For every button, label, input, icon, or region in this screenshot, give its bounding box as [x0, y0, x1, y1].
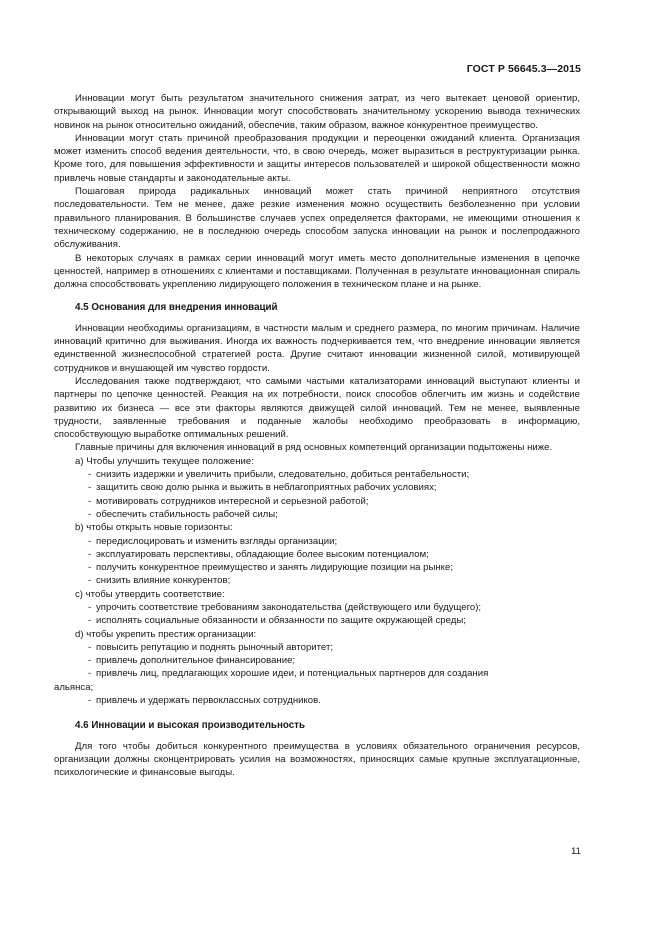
paragraph: Инновации необходимы организациям, в частности малым и среднего размера, по многим причинам. Наличие инноваций критично для выживания. Иногда их важность подчеркивается тем, что внедрение инновации является единственной жизнеспособной стратегией роста. Другие считают инновации жизненной силой, мотивирующей сотрудников и внушающей им чувство гордости.	[54, 322, 580, 374]
list-subitem: - получить конкурентное преимущество и занять лидирующие позиции на рынке;	[88, 561, 580, 574]
paragraph: Инновации могут стать причиной преобразования продукции и переоценки ожиданий клиента. Организация может изменить способ ведения деятельности, что, в свою очередь, может выразиться в реструктуризации рынка. Кроме того, для повышения эффективности и защиты интересов пользователей и широкой общественности можно привлечь новые стандарты и законодательные акты.	[54, 132, 580, 184]
paragraph: Для того чтобы добиться конкурентного преимущества в условиях обязательного ограничения ресурсов, организации должны сконцентрировать усилия на возможностях, приносящих самые крупные эксплуатационные, психологические и финансовые выгоды.	[54, 740, 580, 779]
list-subitem: - привлечь лиц, предлагающих хорошие идеи, и потенциальных партнеров для создания	[88, 667, 580, 680]
list-subitem: - защитить свою долю рынка и выжить в неблагоприятных рабочих условиях;	[88, 481, 580, 494]
list-item-d: d) чтобы укрепить престиж организации:	[75, 628, 257, 640]
paragraph: Главные причины для включения инноваций в ряд основных компетенций организации подытожены ниже.	[75, 442, 553, 454]
section-heading-4-6: 4.6 Инновации и высокая производительность	[75, 720, 305, 732]
list-subitem: - упрочить соответствие требованиям законодательства (действующего или будущего);	[88, 601, 580, 614]
list-subitem: - передислоцировать и изменить взгляды организации;	[88, 535, 580, 548]
list-item-c: c) чтобы утвердить соответствие:	[75, 588, 225, 600]
list-subitem: - привлечь и удержать первоклассных сотрудников.	[88, 694, 580, 707]
list-subitem-wrap-tail: альянса;	[54, 681, 94, 693]
section-heading-4-5: 4.5 Основания для внедрения инноваций	[75, 302, 278, 314]
list-item-a: а) Чтобы улучшить текущее положение:	[75, 455, 254, 467]
paragraph: Исследования также подтверждают, что самыми частыми катализаторами инноваций выступают клиенты и партнеры по цепочке ценностей. Реакция на их потребности, поиск способов облегчить им жизнь и содействие развитию их бизнеса — все эти факторы являются движущей силой инноваций. Тем не менее, выявленные трудности, заявленные требования и поданные жалобы необходимо преобразовать в информацию, способствующую выработке оптимальных решений.	[54, 375, 580, 441]
list-subitem: - обеспечить стабильность рабочей силы;	[88, 508, 580, 521]
list-subitem: - исполнять социальные обязанности и обязанности по защите окружающей среды;	[88, 614, 580, 627]
list-subitem: - снизить влияние конкурентов;	[88, 574, 580, 587]
list-subitem: - мотивировать сотрудников интересной и серьезной работой;	[88, 495, 580, 508]
paragraph: Инновации могут быть результатом значительного снижения затрат, из чего вытекает ценовой ориентир, открывающий выход на рынок. Инновации могут способствовать значительному ускорению вывода технических новинок на рынок относительно ожиданий, обеспечив, таким образом, важное конкурентное преимущество.	[54, 93, 580, 131]
document-id: ГОСТ Р 56645.3—2015	[466, 63, 581, 75]
list-subitem: - повысить репутацию и поднять рыночный авторитет;	[88, 641, 580, 654]
paragraph: Пошаговая природа радикальных инноваций может стать причиной неприятного отсутствия последовательности. Тем не менее, даже резкие изменения можно осуществить безболезненно при условии правильного планирования. В большинстве случаев успех определяется факторами, не имеющими отношения к техническому содержанию, не в последнюю очередь способом запуска инновации на рынок и послепродажного обслуживания.	[54, 186, 580, 251]
paragraph: В некоторых случаях в рамках серии инноваций могут иметь место дополнительные изменения в цепочке ценностей, например в отношениях с клиентами и поставщиками. Полученная в результате инновационная спираль должна способствовать укреплению лидирующего положения в техническом плане и на рынке.	[54, 252, 580, 291]
page-body	[54, 92, 580, 780]
list-subitem: - привлечь дополнительное финансирование;	[88, 654, 580, 667]
list-subitem: - эксплуатировать перспективы, обладающие более высоким потенциалом;	[88, 548, 580, 561]
list-item-b: b) чтобы открыть новые горизонты:	[75, 522, 233, 534]
page-number: 11	[571, 846, 581, 857]
list-subitem: - снизить издержки и увеличить прибыли, следовательно, добиться рентабельности;	[88, 468, 580, 481]
